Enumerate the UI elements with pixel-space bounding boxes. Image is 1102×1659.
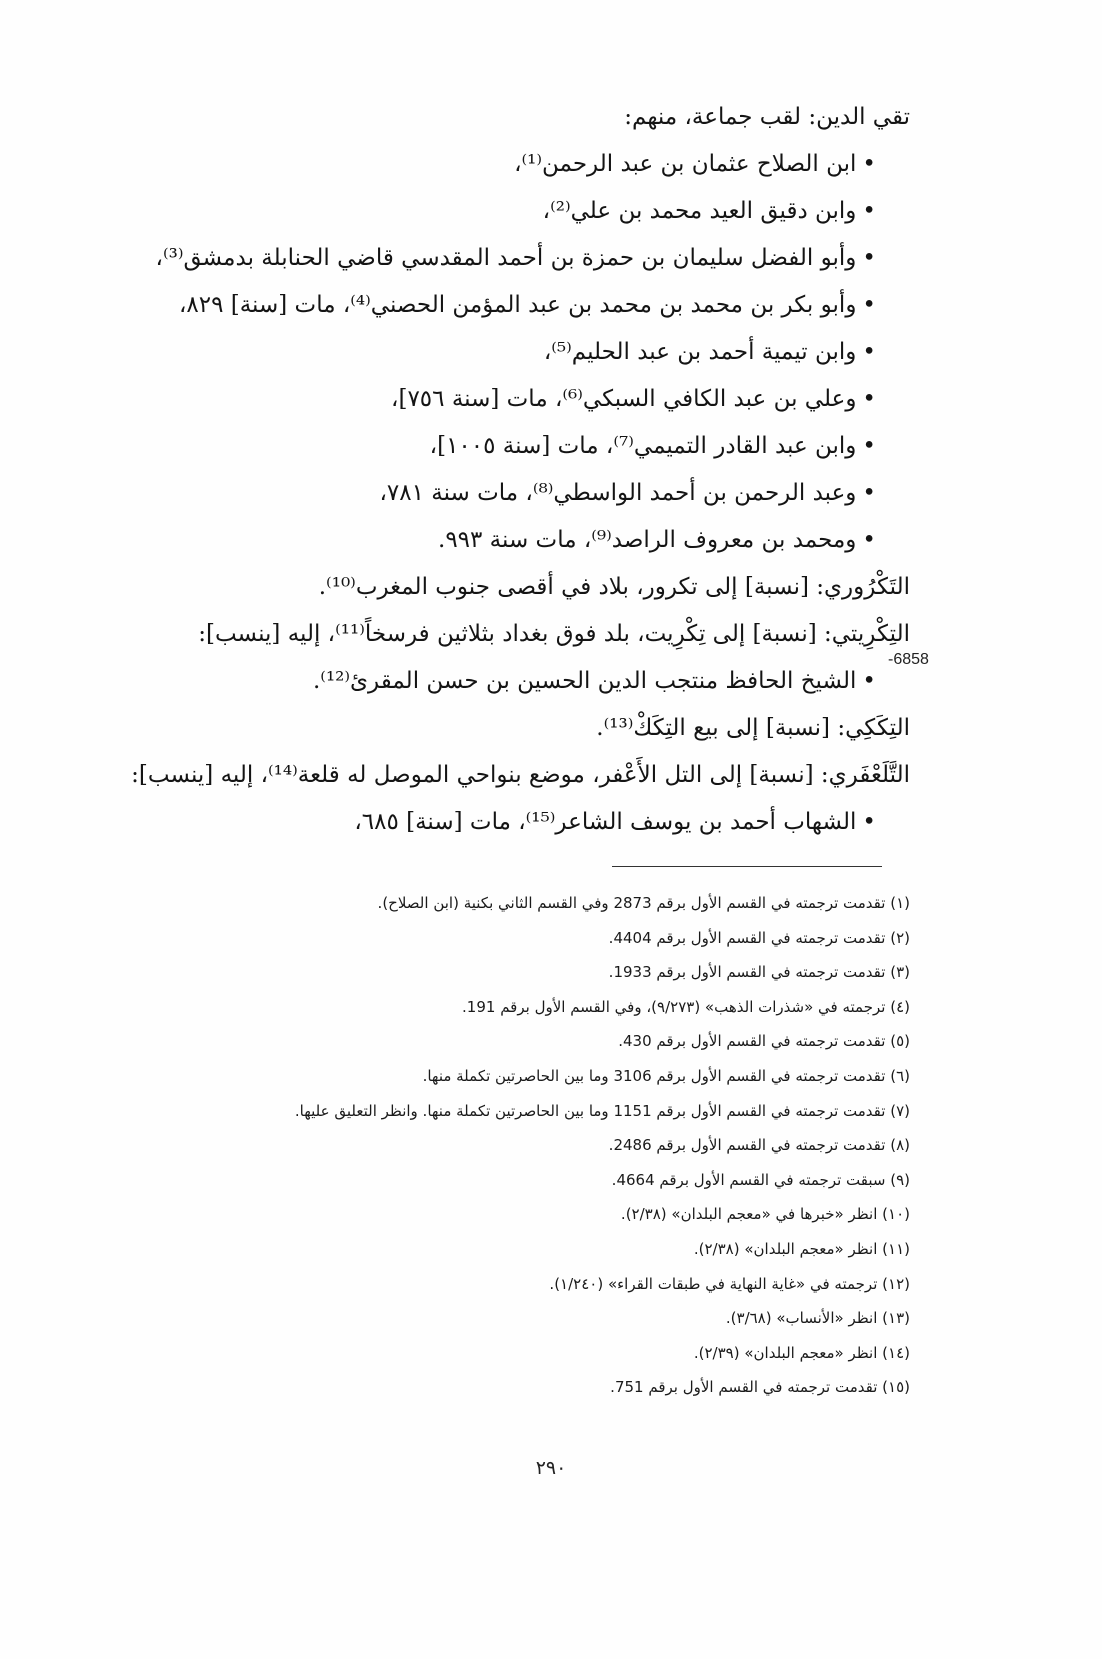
list-item: • وأبو بكر بن محمد بن محمد بن عبد المؤمن الحصني⁽⁴⁾، مات [سنة] ٨٢٩،	[150, 282, 910, 329]
footnote: (٣) تقدمت ترجمته في القسم الأول برقم 1933.	[608, 963, 910, 982]
list-item: • وابن دقيق العيد محمد بن علي⁽²⁾،	[150, 188, 910, 235]
footnote: (٦) تقدمت ترجمته في القسم الأول برقم 3106 وما بين الحاصرتين تكملة منها.	[422, 1066, 910, 1085]
footnote: (٢) تقدمت ترجمته في القسم الأول برقم 4404.	[608, 928, 910, 947]
footnotes	[150, 886, 910, 1405]
footnote: (١٣) انظر «الأنساب» (٣/٦٨).	[725, 1309, 910, 1328]
list-item: • ومحمد بن معروف الراصد⁽⁹⁾، مات سنة ٩٩٣.	[150, 517, 910, 564]
main-text	[131, 94, 910, 846]
entry-heading: التِكْرِيتي: [نسبة] إلى تِكْرِيت، بلد فوق بغداد بثلاثين فرسخاً⁽¹¹⁾، إليه [ينسب]:	[198, 621, 910, 647]
list-item: • وعبد الرحمن بن أحمد الواسطي⁽⁸⁾، مات سنة ٧٨١،	[150, 470, 910, 517]
list-item: • وعلي بن عبد الكافي السبكي⁽⁶⁾، مات [سنة ٧٥٦]،	[150, 376, 910, 423]
footnote: (١٥) تقدمت ترجمته في القسم الأول برقم 751.	[610, 1378, 910, 1397]
footnote: (١٤) انظر «معجم البلدان» (٢/٣٩).	[693, 1343, 910, 1362]
list-item: • وأبو الفضل سليمان بن حمزة بن أحمد المقدسي قاضي الحنابلة بدمشق⁽³⁾،	[150, 235, 910, 282]
footnote: (٥) تقدمت ترجمته في القسم الأول برقم 430.	[618, 1032, 910, 1051]
footnote-divider	[612, 866, 882, 867]
footnote: (٧) تقدمت ترجمته في القسم الأول برقم 1151 وما بين الحاصرتين تكملة منها. وانظر التعليق عليها.	[294, 1101, 910, 1120]
page-number: ٢٩٠	[535, 1457, 567, 1479]
margin-entry-number: -6858	[888, 651, 929, 668]
footnote: (١١) انظر «معجم البلدان» (٢/٣٨).	[693, 1239, 910, 1258]
entry-heading: التَّلَعْفَري: [نسبة] إلى التل الأَعْفر، موضع بنواحي الموصل له قلعة⁽¹⁴⁾، إليه [ينسب]:	[131, 762, 910, 788]
list-item: • وابن عبد القادر التميمي⁽⁷⁾، مات [سنة ١٠٠٥]،	[150, 423, 910, 470]
footnote: (١٠) انظر «خبرها في «معجم البلدان» (٢/٣٨).	[620, 1205, 910, 1224]
footnote: (٩) سبقت ترجمته في القسم الأول برقم 4664.	[611, 1170, 910, 1189]
list-item: • الشيخ الحافظ منتجب الدين الحسين بن حسن المقرئ⁽¹²⁾.	[150, 658, 910, 705]
footnote: (٤) ترجمته في «شذرات الذهب» (٩/٢٧٣)، وفي القسم الأول برقم 191.	[462, 997, 910, 1016]
list-item: • ابن الصلاح عثمان بن عبد الرحمن⁽¹⁾،	[150, 141, 910, 188]
footnote: (١٢) ترجمته في «غاية النهاية في طبقات القراء» (١/٢٤٠).	[549, 1274, 910, 1293]
list-item: • وابن تيمية أحمد بن عبد الحليم⁽⁵⁾،	[150, 329, 910, 376]
footnote: (٨) تقدمت ترجمته في القسم الأول برقم 2486.	[608, 1136, 910, 1155]
footnote: (١) تقدمت ترجمته في القسم الأول برقم 2873 وفي القسم الثاني بكنية (ابن الصلاح).	[377, 894, 910, 912]
list-item: • الشهاب أحمد بن يوسف الشاعر⁽¹⁵⁾، مات [سنة] ٦٨٥،	[150, 799, 910, 846]
entry-heading: تقي الدين: لقب جماعة، منهم:	[624, 104, 910, 130]
entry-heading: التَكْرُوري: [نسبة] إلى تكرور، بلاد في أقصى جنوب المغرب⁽¹⁰⁾.	[318, 574, 910, 600]
entry-heading: التِكَكِي: [نسبة] إلى بيع التِكَكْ⁽¹³⁾.	[596, 715, 910, 741]
